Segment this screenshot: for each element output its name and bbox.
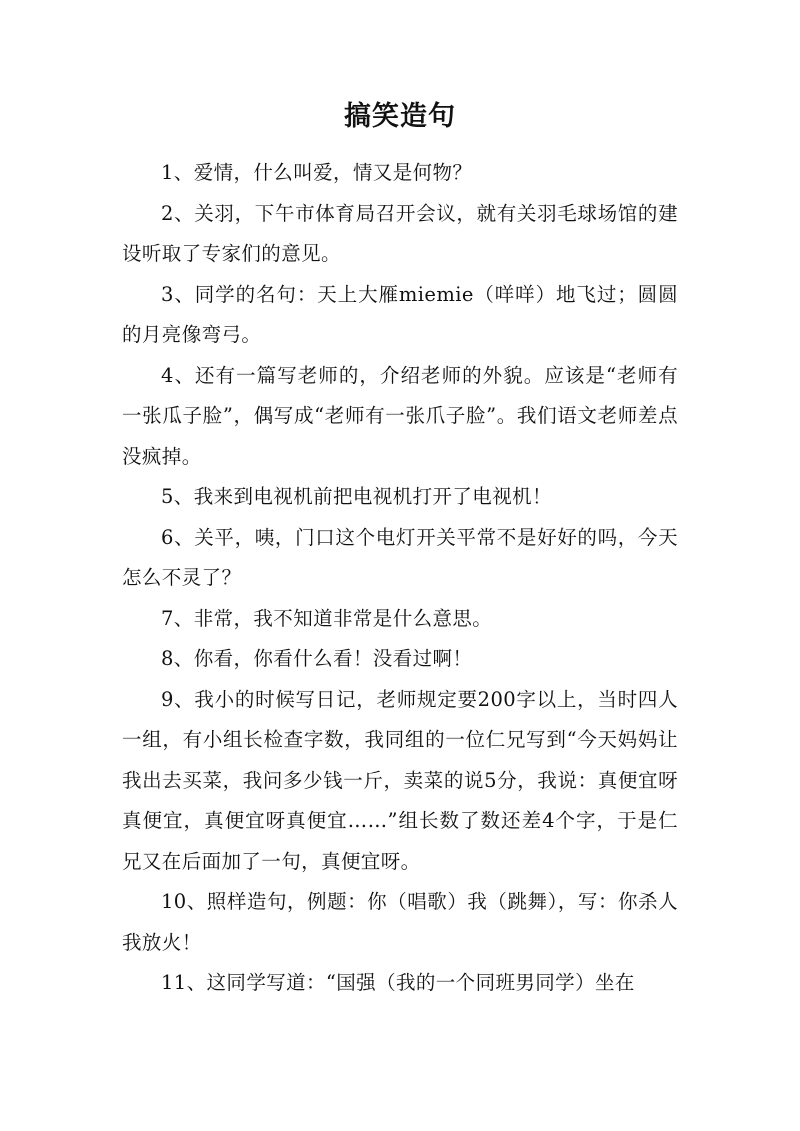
paragraph-9: 9、我小的时候写日记，老师规定要200字以上，当时四人一组，有小组长检查字数，我同组的一位仁兄写到“今天妈妈让我出去买菜，我问多少钱一斤，卖菜的说5分，我说：真便宜呀真便宜，真便宜呀真便宜……”组长数了数还差4个字，于是仁兄又在后面加了一句，真便宜呀。: [122, 687, 678, 873]
paragraph-7: 7、非常，我不知道非常是什么意思。: [161, 606, 493, 630]
paragraph-6: 6、关平，咦，门口这个电灯开关平常不是好好的吗，今天怎么不灵了？: [122, 525, 678, 589]
paragraph-11: 11、这同学写道：“国强（我的一个同班男同学）坐在: [161, 971, 635, 994]
paragraph-2: 2、关羽，下午市体育局召开会议，就有关羽毛球场馆的建设听取了专家们的意见。: [122, 201, 678, 265]
paragraph-3: 3、同学的名句：天上大雁miemie（咩咩）地飞过；圆圆的月亮像弯弓。: [122, 282, 678, 346]
document-title: 搞笑造句: [344, 101, 456, 132]
paragraph-5: 5、我来到电视机前把电视机打开了电视机！: [161, 485, 552, 508]
paragraph-4: 4、还有一篇写老师的，介绍老师的外貌。应该是“老师有一张瓜子脸”，偶写成“老师有一张爪子脸”。我们语文老师差点没疯掉。: [122, 363, 678, 468]
paragraph-8: 8、你看，你看什么看！没看过啊！: [161, 647, 473, 670]
paragraph-10: 10、照样造句，例题：你（唱歌）我（跳舞），写：你杀人我放火！: [122, 890, 678, 954]
document-body: [122, 153, 678, 1004]
paragraph-1: 1、爱情，什么叫爱，情又是何物？: [161, 161, 473, 184]
